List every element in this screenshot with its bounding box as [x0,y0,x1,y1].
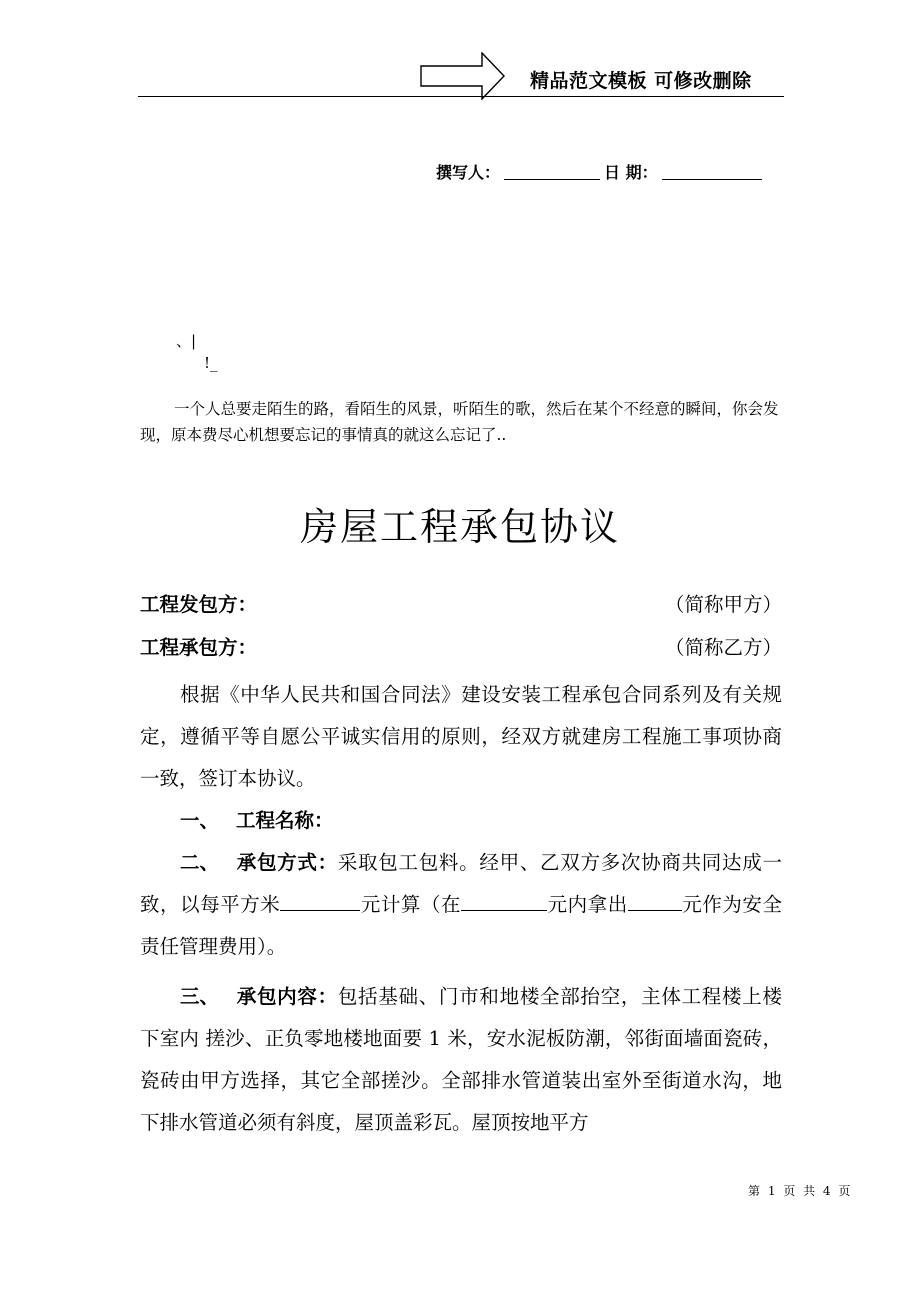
stray-mark: 、| [176,332,197,350]
party-b-note: （简称乙方） [664,636,782,659]
header-title: 精品范文模板 可修改删除 [530,70,752,92]
page-footer: 第 1 页 共 4 页 [748,1184,851,1198]
section-1 [140,800,782,842]
author-line [436,160,766,183]
document-body [140,588,782,1144]
document-title: 房屋工程承包协议 [299,505,620,549]
section-3-number: 三、 [180,985,220,1008]
section-2-text-4: 元作为安全责任管理费用）。 [140,893,782,958]
section-2-text-2: 元计算（在 [360,893,462,916]
price-blank [280,892,360,911]
intro-paragraph: 根据《中华人民共和国合同法》建设安装工程承包合同系列及有关规定，遵循平等自愿公平诚实信用的原则，经双方就建房工程施工事项协商一致，签订本协议。 [140,683,782,790]
section-2-text-3: 元内拿出 [547,893,628,916]
author-blank [504,178,600,180]
section-1-number: 一、 [180,809,220,832]
fee-blank [628,892,682,911]
section-3-heading: 承包内容： [236,985,338,1008]
section-2-heading: 承包方式： [236,851,338,874]
quote-paragraph: 一个人总要走陌生的路，看陌生的风景，听陌生的歌，然后在某个不经意的瞬间，你会发现，原本费尽心机想要忘记的事情真的就这么忘记了.. [140,399,779,444]
party-a-note: （简称甲方） [664,593,782,616]
amount-blank [461,892,547,911]
right-arrow-icon [420,52,506,100]
section-1-heading: 工程名称： [236,809,334,832]
header-rule [138,96,784,97]
section-2-text-1: 采取包工包料。经甲、乙双方多次协商共同达成一致，以每平方米 [140,851,782,916]
stray-mark: !_ [204,354,218,372]
section-2-number: 二、 [180,851,220,874]
author-label: 撰写人： [436,163,501,182]
section-3-text: 包括基础、门市和地楼全部抬空，主体工程楼上楼下室内 搓沙、正负零地楼地面要 1 米，安水泥板防潮，邻街面墙面瓷砖，瓷砖由甲方选择，其它全部搓沙。全部排水管道装出室外至街道水沟，地下排水管道必须有斜度，屋顶盖彩瓦。屋顶按地平方 [140,985,782,1134]
section-3 [140,976,782,1144]
party-a-row [140,588,782,631]
date-blank [662,178,762,180]
date-label: 日 期： [604,163,658,182]
section-2 [140,842,782,968]
party-b-row [140,631,782,674]
party-a-label: 工程发包方： [140,593,258,616]
party-b-label: 工程承包方： [140,636,258,659]
